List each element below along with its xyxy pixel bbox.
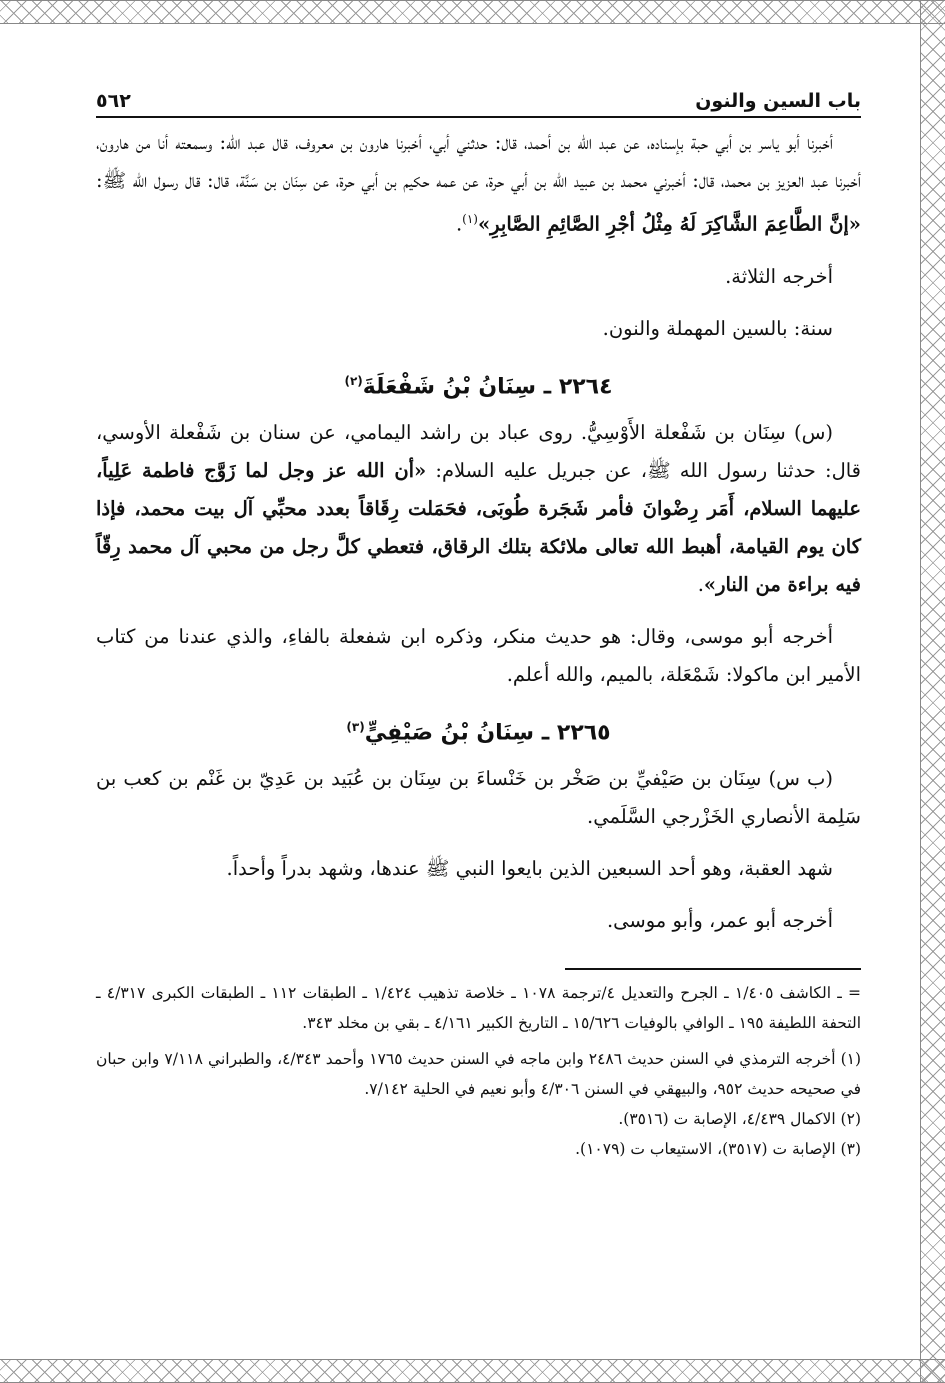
footnote-continuation: = ـ الكاشف ١/٤٠٥ ـ الجرح والتعديل ٤/ترجمة ١٠٧٨ ـ خلاصة تذهيب ١/٤٢٤ ـ الطبقات ١١٢ ـ الطبقات الكبرى ٤/٣١٧ ـ التحفة اللطيفة ١٩٥ ـ الوافي بالوفيات ١٥/٦٢٦ ـ التاريخ الكبير ٤/١٦١ ـ بقي بن مخلد ٣٤٣.	[96, 984, 862, 1033]
footnote-1: (١) أخرجه الترمذي في السنن حديث ٢٤٨٦ وابن ماجه في السنن حديث ١٧٦٥ وأحمد ٤/٣٤٣، والطبراني ٧/١١٨ وابن حبان في صحيحه حديث ٩٥٢، والبيهقي في السنن ٤/٣٠٦ وأبو نعيم في الحلية ٧/١٤٢.	[96, 1050, 862, 1099]
chapter-title: باب السين والنون	[695, 90, 861, 112]
paragraph: أخرجه أبو عمر، وأبو موسى.	[606, 909, 833, 933]
footnote-divider	[565, 968, 861, 970]
page-number: ٥٦٢	[96, 90, 131, 112]
hadith-quote: «أن الله عز وجل لما زَوَّج فاطمة عَلِياً، عليهما السلام، أَمَر رِضْوانَ فأمر شَجَرة طُوبَى، فحَمَلت رِقَاقاً بعدد محبِّي آل بيت محمد، فإذا كان يوم القيامة، أهبط الله تعالى ملائكة بتلك الرقاق، فتعطي كلَّ رجل من محبي آل محمد رِقّاً فيه براءة من النار»	[96, 458, 861, 596]
paragraph: سنة: بالسين المهملة والنون.	[602, 316, 833, 340]
footnote-marker: (٣)	[346, 719, 365, 734]
paragraph: شهد العقبة، وهو أحد السبعين الذين بايعوا النبي ﷺ عندها، وشهد بدراً وأحداً.	[226, 857, 833, 881]
footnote-marker: (٢)	[344, 373, 363, 388]
paragraph: أخرجه أبو موسى، وقال: هو حديث منكر، وذكره ابن شفعلة بالفاءِ، والذي عندنا من كتاب الأمير ابن ماكولا: شَمْعَلة، بالميم، والله أعلم.	[96, 624, 861, 686]
footnote-2: (٢) الاكمال ٤/٤٣٩، الإصابة ت (٣٥١٦).	[618, 1110, 861, 1129]
decorative-border-top	[0, 0, 945, 24]
paragraph: أخرجه الثلاثة.	[725, 264, 833, 288]
decorative-border-right	[920, 0, 945, 1383]
paragraph: (س) سِنَان بن شَفْعلة الأَوْسِيُّ. روى عباد بن راشد اليمامي، عن سنان بن شَفْعلة الأوسي، قال: حدثنا رسول الله ﷺ، عن جبريل عليه السلام: «أن الله عز وجل لما زَوَّج فاطمة عَلِياً، عليهما السلام، أَمَر رِضْوانَ فأمر شَجَرة طُوبَى، فحَمَلت رِقَاقاً بعدد محبِّي آل بيت محمد، فإذا كان يوم القيامة، أهبط الله تعالى ملائكة بتلك الرقاق، فتعطي كلَّ رجل من محبي آل محمد رِقّاً فيه براءة من النار».	[96, 420, 862, 596]
entry-title: ٢٢٦٥ ـ سِنَانُ بْنُ صَيْفِيٍّ$^{(٣)}$	[346, 719, 611, 746]
entry-title: ٢٢٦٤ ـ سِنَانُ بْنُ شَفْعَلَةَ$^{(٢)}$	[344, 373, 613, 399]
paragraph: أخبرنا أبو ياسر بن أبي حبة بإسناده، عن عبد الله بن أحمد، قال: حدثني أبي، أخبرنا هارون بن معروف، قال عبد الله: وسمعته أنا من هارون، أخبرنا عبد العزيز بن محمد، قال: أخبرني محمد بن عبيد الله بن أبي حرة، عن عمه حكيم بن أبي حرة، عن سِنَان بن سَنَّة، قال: قال رسول الله ﷺ: «إنَّ الطَّاعِمَ الشَّاكِرَ لَهُ مِثْلُ أجْرِ الصَّائِمِ الصَّابِرِ»$^{(١)}$.	[96, 131, 861, 236]
footnote-marker: (١)	[462, 212, 478, 226]
running-header	[96, 84, 861, 118]
hadith-quote: «إنَّ الطَّاعِمَ الشَّاكِرَ لَهُ مِثْلُ أجْرِ الصَّائِمِ الصَّابِرِ»	[477, 212, 861, 236]
paragraph: (ب س) سِنَان بن صَيْفيِّ بن صَخْر بن خَنْساءَ بن سِنَان بن عُبَيد بن عَدِيّ بن غَنْم بن كعب بن سَلِمة الأنصاري الخَزْرجي السَّلَمي.	[96, 767, 861, 829]
page-body	[96, 84, 861, 1164]
footnotes	[96, 978, 861, 1164]
decorative-border-bottom	[0, 1359, 945, 1383]
footnote-3: (٣) الإصابة ت (٣٥١٧)، الاستيعاب ت (١٠٧٩).	[575, 1140, 861, 1159]
